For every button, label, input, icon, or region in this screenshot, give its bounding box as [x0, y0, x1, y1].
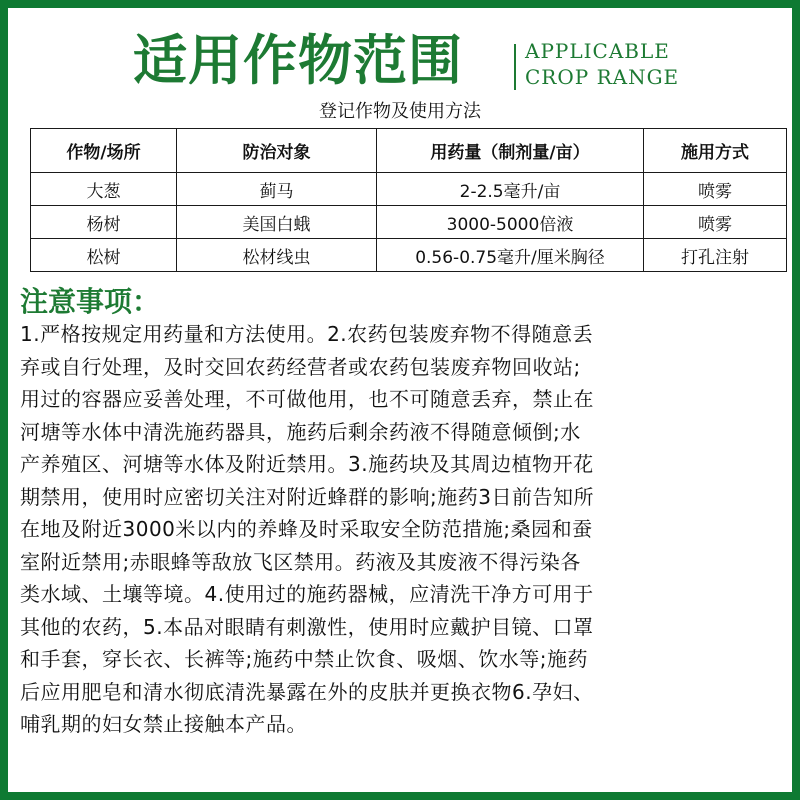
table-cell: 喷雾	[644, 206, 787, 239]
table-row	[31, 206, 787, 239]
column-header-crop: 作物/场所	[31, 129, 177, 173]
notes-body	[20, 318, 785, 741]
table-cell: 松树	[31, 239, 177, 272]
notes-line: 产养殖区、河塘等水体及附近禁用。3.施药块及其周边植物开花	[20, 452, 594, 476]
notes-line: 弃或自行处理，及时交回农药经营者或农药包装废弃物回收站;	[20, 354, 581, 379]
table-header-row	[31, 129, 787, 173]
header	[8, 8, 792, 100]
table-cell: 打孔注射	[644, 239, 787, 272]
table-cell: 3000-5000倍液	[377, 206, 644, 239]
notes-heading: 注意事项：	[20, 285, 161, 318]
table-cell: 美国白蛾	[177, 206, 377, 239]
table-cell: 蓟马	[177, 173, 377, 206]
notes-line: 期禁用，使用时应密切关注对附近蜂群的影响;施药3日前告知所	[20, 484, 594, 509]
page-title: 适用作物范围	[133, 28, 463, 92]
label-card	[8, 8, 792, 792]
table-cell: 喷雾	[644, 173, 787, 206]
notes-line: 其他的农药，5.本品对眼睛有刺激性，使用时应戴护目镜、口罩	[20, 614, 594, 639]
table-cell: 大葱	[31, 173, 177, 206]
column-header-dosage: 用药量（制剂量/亩）	[377, 129, 644, 173]
notes-line: 后应用肥皂和清水彻底清洗暴露在外的皮肤并更换衣物6.孕妇、	[20, 679, 594, 704]
table-caption: 登记作物及使用方法	[319, 101, 481, 122]
notes-line: 1.严格按规定用药量和方法使用。2.农药包装废弃物不得随意丢	[20, 322, 594, 346]
english-title-line: CROP RANGE	[525, 65, 680, 89]
english-title-line: APPLICABLE	[525, 39, 670, 63]
notes-line: 哺乳期的妇女禁止接触本产品。	[20, 712, 307, 736]
notes-line: 类水域、土壤等境。4.使用过的施药器械，应清洗干净方可用于	[20, 582, 594, 606]
table-cell: 杨树	[31, 206, 177, 239]
notes-line: 和手套，穿长衣、长裤等;施药中禁止饮食、吸烟、饮水等;施药	[20, 647, 588, 671]
column-header-method: 施用方式	[644, 129, 787, 173]
column-header-target: 防治对象	[177, 129, 377, 173]
table-cell: 0.56-0.75毫升/厘米胸径	[377, 239, 644, 272]
notes-line: 室附近禁用;赤眼蜂等敌放飞区禁用。药液及其废液不得污染各	[20, 549, 581, 574]
notes-line: 河塘等水体中清洗施药器具，施药后剩余药液不得随意倾倒;水	[20, 419, 581, 444]
notes-line: 用过的容器应妥善处理，不可做他用，也不可随意丢弃，禁止在	[20, 387, 594, 411]
table-row	[31, 239, 787, 272]
table-cell: 松材线虫	[177, 239, 377, 272]
table-row	[31, 173, 787, 206]
english-title	[525, 38, 679, 90]
table-cell: 2-2.5毫升/亩	[377, 173, 644, 206]
notes-line: 在地及附近3000米以内的养蜂及时采取安全防范措施;桑园和蚕	[20, 517, 593, 541]
registration-table	[30, 128, 787, 272]
title-divider	[514, 44, 516, 90]
